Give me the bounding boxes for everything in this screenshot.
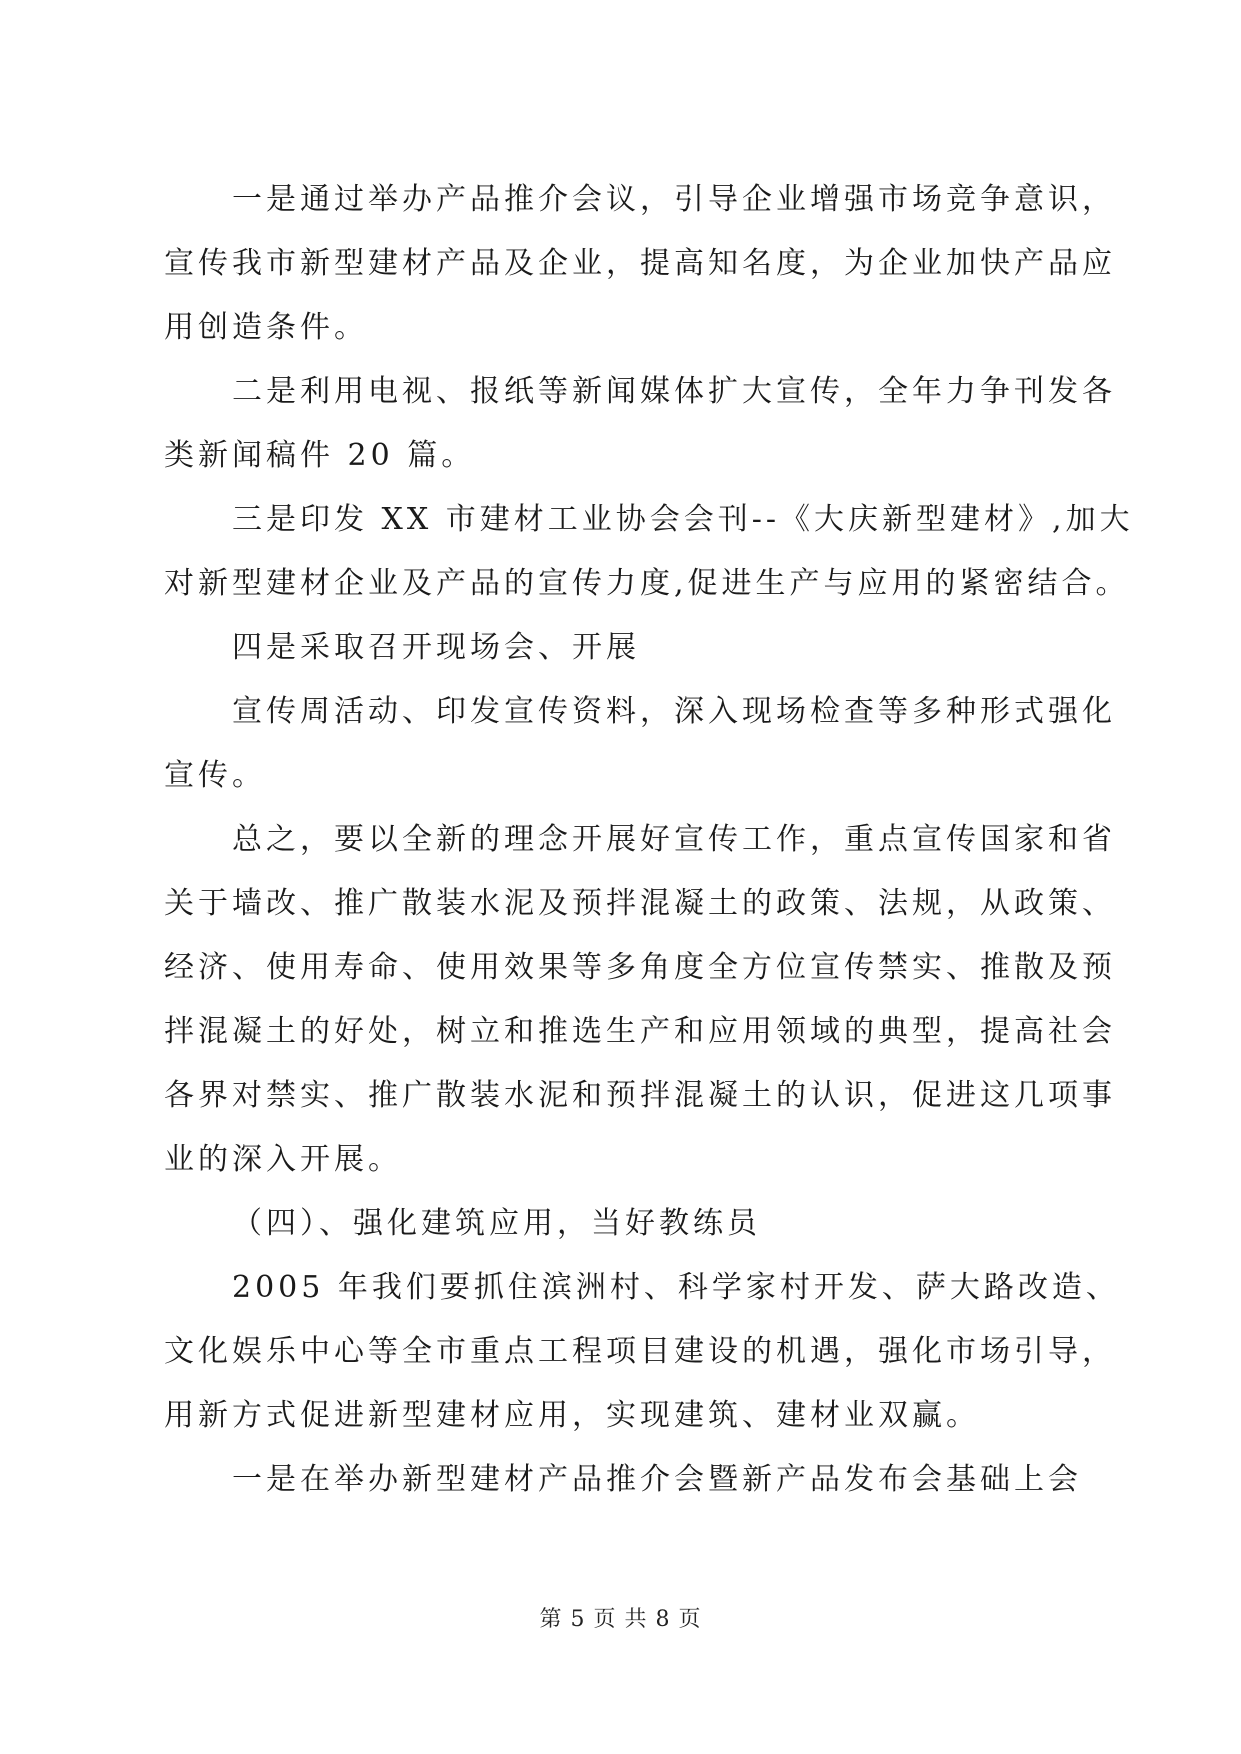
- paragraph-line: 经济、使用寿命、使用效果等多角度全方位宣传禁实、推散及预: [164, 950, 1116, 985]
- paragraph-line: 关于墙改、推广散装水泥及预拌混凝土的政策、法规，从政策、: [164, 886, 1116, 921]
- paragraph-line: 一是在举办新型建材产品推介会暨新产品发布会基础上会: [232, 1462, 1082, 1497]
- paragraph-line: 三是印发 XX 市建材工业协会会刊--《大庆新型建材》,加大: [232, 502, 1134, 537]
- paragraph-line: 二是利用电视、报纸等新闻媒体扩大宣传，全年力争刊发各: [232, 374, 1116, 409]
- paragraph-line: 一是通过举办产品推介会议，引导企业增强市场竞争意识，: [232, 182, 1116, 217]
- paragraph-line: 类新闻稿件 20 篇。: [164, 438, 476, 473]
- paragraph-line: 用创造条件。: [164, 310, 368, 345]
- paragraph-line: 对新型建材企业及产品的宣传力度,促进生产与应用的紧密结合。: [164, 566, 1130, 601]
- paragraph-line: 各界对禁实、推广散装水泥和预拌混凝土的认识，促进这几项事: [164, 1078, 1116, 1113]
- paragraph-line: 宣传周活动、印发宣传资料，深入现场检查等多种形式强化: [232, 694, 1116, 729]
- paragraph-line: 用新方式促进新型建材应用，实现建筑、建材业双赢。: [164, 1398, 980, 1433]
- page-number-footer: 第 5 页 共 8 页: [539, 1607, 702, 1632]
- paragraph-line: 拌混凝土的好处，树立和推选生产和应用领域的典型，提高社会: [164, 1014, 1116, 1049]
- paragraph-line: 总之，要以全新的理念开展好宣传工作，重点宣传国家和省: [232, 822, 1116, 857]
- paragraph-line: 2005 年我们要抓住滨洲村、科学家村开发、萨大路改造、: [232, 1270, 1120, 1305]
- paragraph-line: 业的深入开展。: [164, 1142, 402, 1177]
- paragraph-line: 文化娱乐中心等全市重点工程项目建设的机遇，强化市场引导，: [164, 1334, 1116, 1369]
- paragraph-line: 宣传我市新型建材产品及企业，提高知名度，为企业加快产品应: [164, 246, 1116, 281]
- paragraph-line: 四是采取召开现场会、开展: [232, 630, 640, 665]
- paragraph-line: 宣传。: [164, 758, 266, 793]
- section-heading: （四）、强化建筑应用，当好教练员: [232, 1206, 761, 1241]
